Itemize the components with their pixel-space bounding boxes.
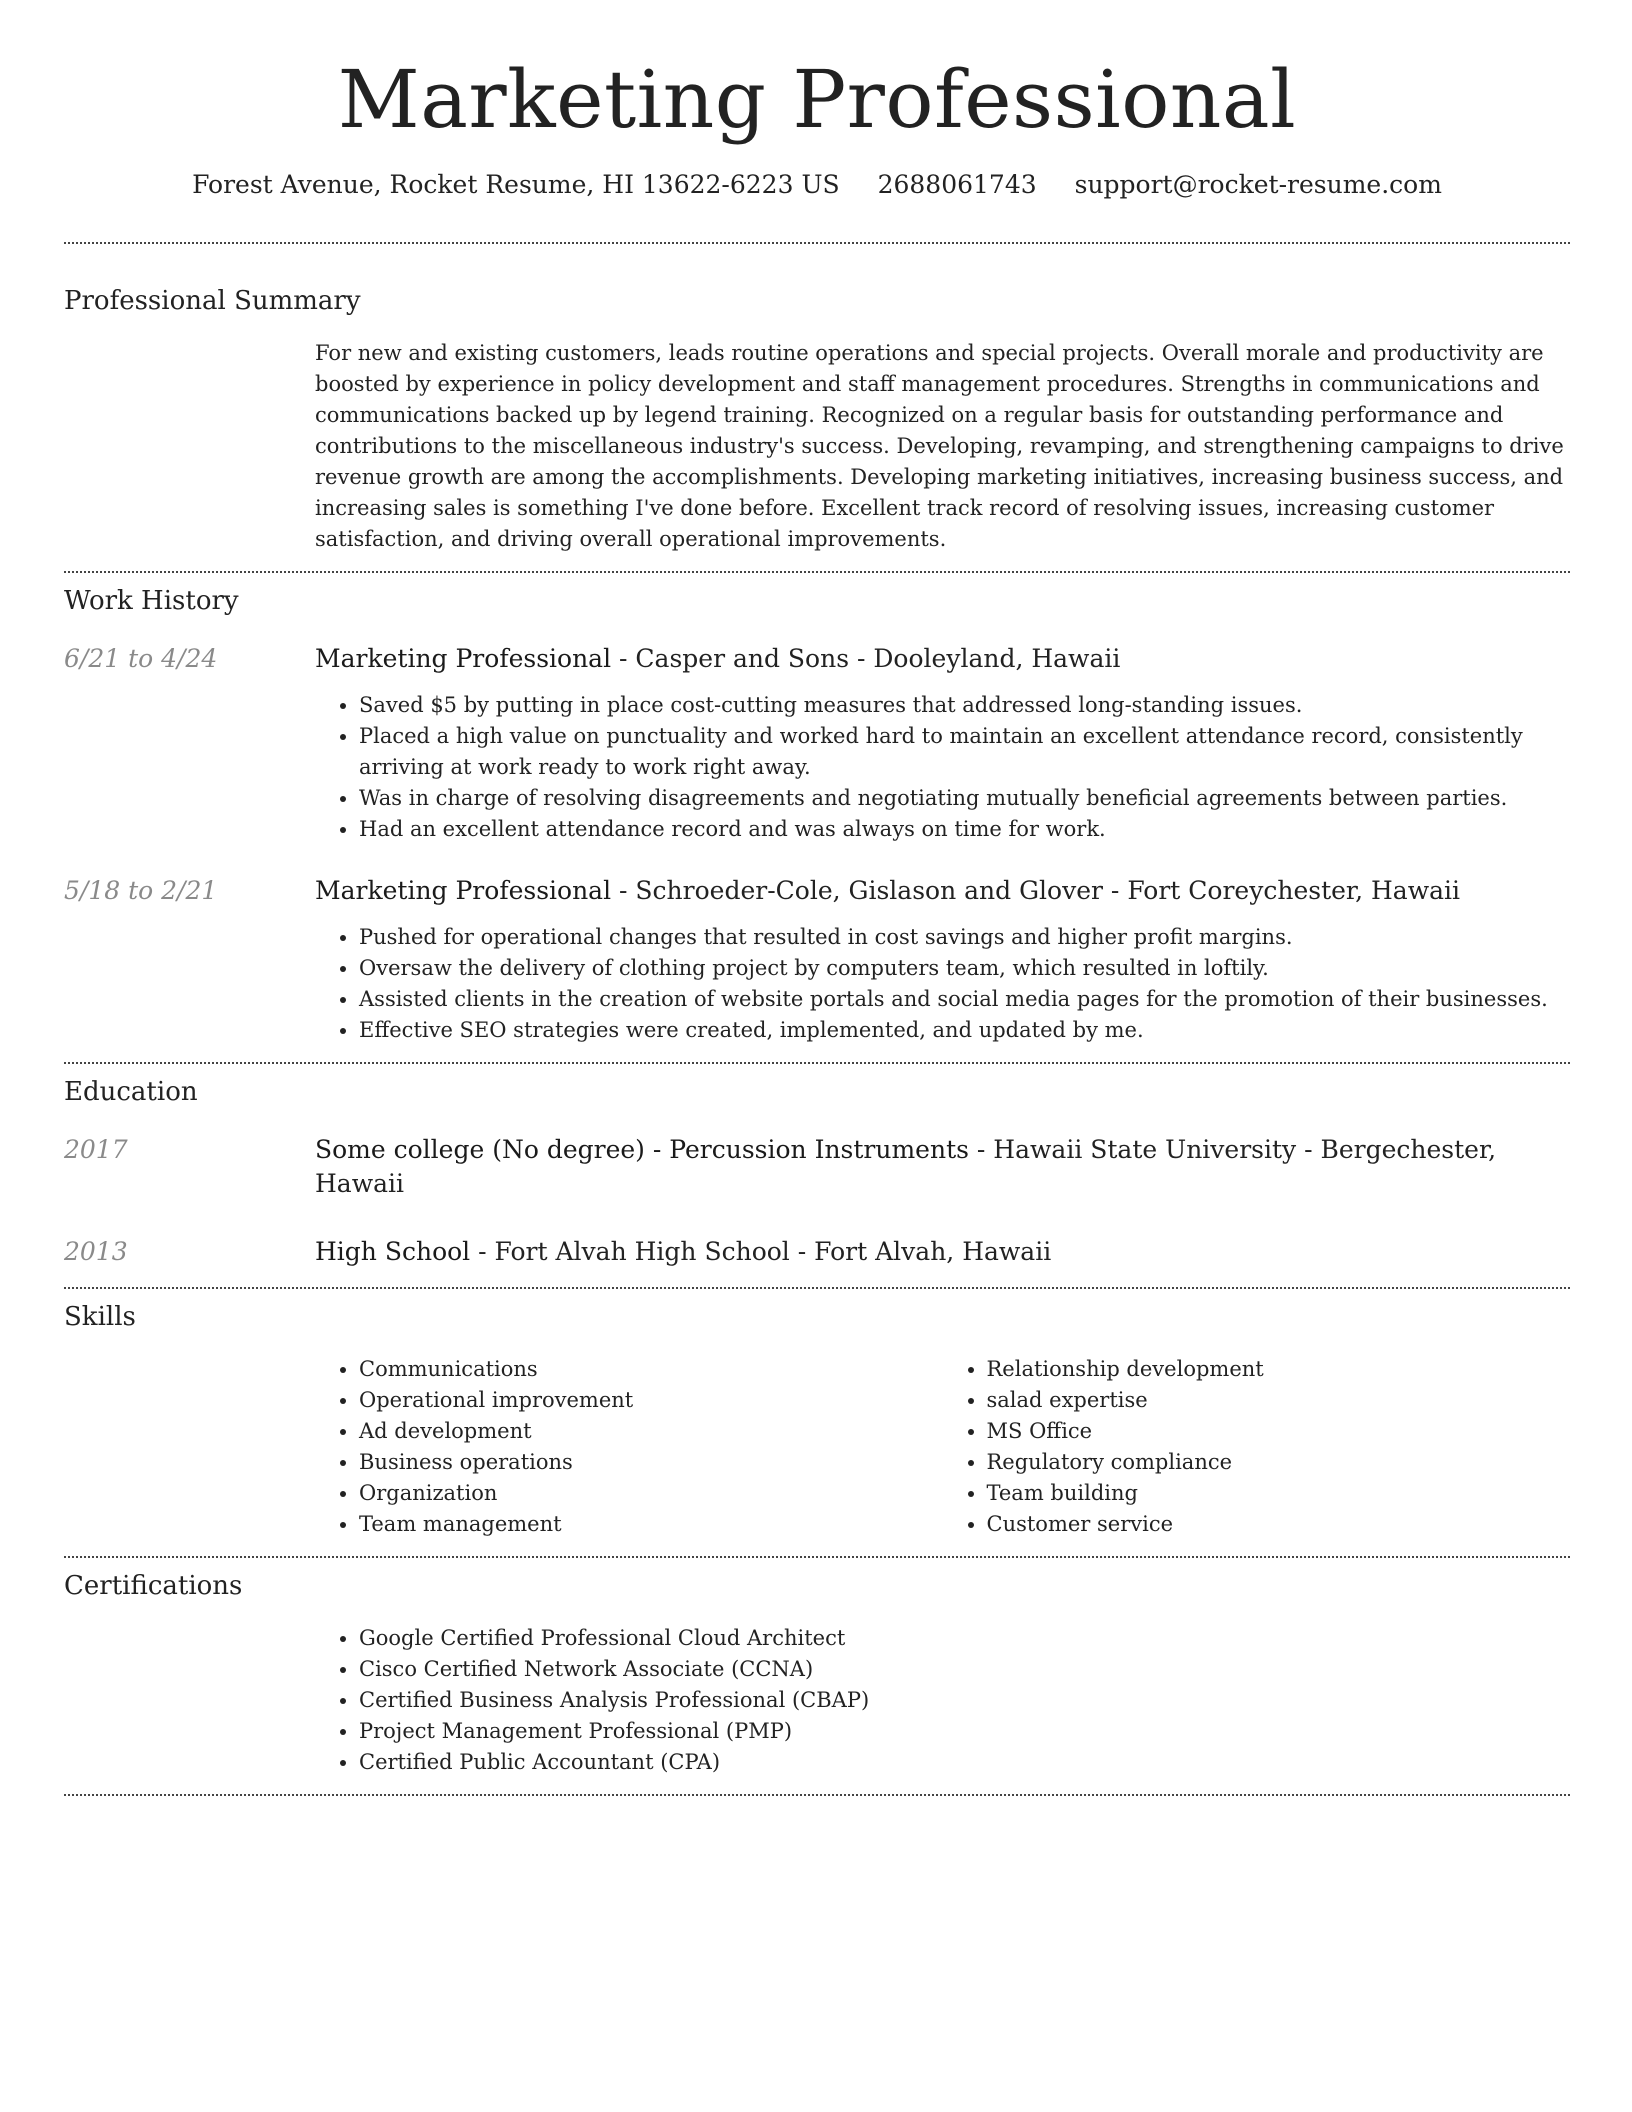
certification-item: • Google Certified Professional Cloud Architect (359, 1623, 1570, 1654)
section-title-education: Education (64, 1077, 198, 1107)
skill-item: • Customer service (987, 1509, 1571, 1540)
list-item: • Was in charge of resolving disagreements and negotiating mutually beneficial agreements between parties. (359, 783, 1570, 814)
certification-item: • Certified Business Analysis Professional (CBAP) (359, 1685, 1570, 1716)
education-degree: High School (315, 1237, 471, 1266)
job-details: - Casper and Sons - Dooleyland, Hawaii (611, 644, 1121, 673)
skill-item: • Regulatory compliance (987, 1447, 1571, 1478)
skills-section (64, 1289, 1570, 1540)
certifications-list (315, 1623, 1570, 1778)
contact-phone: 2688061743 (877, 170, 1037, 199)
candidate-name: Marketing Professional (337, 53, 1297, 146)
education-year: 2017 (64, 1135, 128, 1164)
education-heading (315, 1133, 1570, 1201)
skill-item: • Relationship development (987, 1354, 1571, 1385)
section-title-summary: Professional Summary (64, 286, 361, 316)
contact-email: support@rocket-resume.com (1074, 170, 1442, 199)
skill-item: • Communications (359, 1354, 943, 1385)
job-role: Marketing Professional (315, 876, 612, 905)
list-item: • Effective SEO strategies were created, implemented, and updated by me. (359, 1015, 1570, 1046)
skill-item: • salad expertise (987, 1385, 1571, 1416)
skill-item: • Team building (987, 1478, 1571, 1509)
certification-item: • Cisco Certified Network Associate (CCNA) (359, 1654, 1570, 1685)
skills-list-left (315, 1354, 943, 1540)
education-heading (315, 1235, 1051, 1269)
skill-item: • Business operations (359, 1447, 943, 1478)
education-details: - Fort Alvah High School - Fort Alvah, Hawaii (470, 1237, 1052, 1266)
contact-address: Forest Avenue, Rocket Resume, HI 13622-6223 US (192, 170, 840, 199)
summary-text: For new and existing customers, leads routine operations and special projects. Overall morale and productivity are boosted by experience in policy development and staff management procedures. Strengths in communications and communications backed up by legend training. Recognized on a regular basis for outstanding performance and contributions to the miscellaneous industry's success. Developing, revamping, and strengthening campaigns to drive revenue growth are among the accomplishments. Developing marketing initiatives, increasing business success, and increasing sales is something I've done before. Excellent track record of resolving issues, increasing customer satisfaction, and driving overall operational improvements. (315, 341, 1564, 551)
divider (64, 1794, 1570, 1796)
work-history-section (64, 573, 1570, 1046)
list-item: • Saved $5 by putting in place cost-cutting measures that addressed long-standing issues. (359, 690, 1570, 721)
skill-item: • Team management (359, 1509, 943, 1540)
list-item: • Oversaw the delivery of clothing project by computers team, which resulted in loftily. (359, 953, 1570, 984)
education-entry (64, 1133, 1570, 1201)
job-role: Marketing Professional (315, 644, 612, 673)
job-dates: 6/21 to 4/24 (64, 644, 218, 673)
resume-page (64, 0, 1570, 1796)
skills-list-right (943, 1354, 1571, 1540)
list-item: • Assisted clients in the creation of website portals and social media pages for the promotion of their businesses. (359, 984, 1570, 1015)
job-heading (315, 642, 1120, 676)
list-item: • Pushed for operational changes that resulted in cost savings and higher profit margins. (359, 922, 1570, 953)
section-title-work-history: Work History (64, 586, 239, 616)
section-title-skills: Skills (64, 1302, 136, 1332)
education-details: - Hawaii State University - Bergechester, Hawaii (315, 1135, 1497, 1198)
job-heading (315, 874, 1460, 908)
certification-item: • Certified Public Accountant (CPA) (359, 1747, 1570, 1778)
list-item: • Placed a high value on punctuality and worked hard to maintain an excellent attendance record, consistently arriving at work ready to work right away. (359, 721, 1570, 783)
education-degree: Some college (No degree) - Percussion Instruments (315, 1135, 969, 1164)
skill-item: • MS Office (987, 1416, 1571, 1447)
job-bullets (315, 922, 1570, 1046)
skill-item: • Ad development (359, 1416, 943, 1447)
education-entry (64, 1235, 1570, 1269)
skill-item: • Organization (359, 1478, 943, 1509)
education-year: 2013 (64, 1237, 128, 1266)
certification-item: • Project Management Professional (PMP) (359, 1716, 1570, 1747)
skill-item: • Operational improvement (359, 1385, 943, 1416)
job-details: - Schroeder-Cole, Gislason and Glover - Fort Coreychester, Hawaii (611, 876, 1461, 905)
certifications-section (64, 1558, 1570, 1778)
list-item: • Had an excellent attendance record and was always on time for work. (359, 814, 1570, 845)
section-title-certifications: Certifications (64, 1571, 243, 1601)
job-bullets (315, 690, 1570, 845)
job-entry (64, 642, 1570, 845)
job-dates: 5/18 to 2/21 (64, 876, 218, 905)
education-section (64, 1064, 1570, 1269)
contact-line (64, 168, 1570, 202)
summary-section (64, 244, 1570, 555)
job-entry (64, 874, 1570, 1046)
